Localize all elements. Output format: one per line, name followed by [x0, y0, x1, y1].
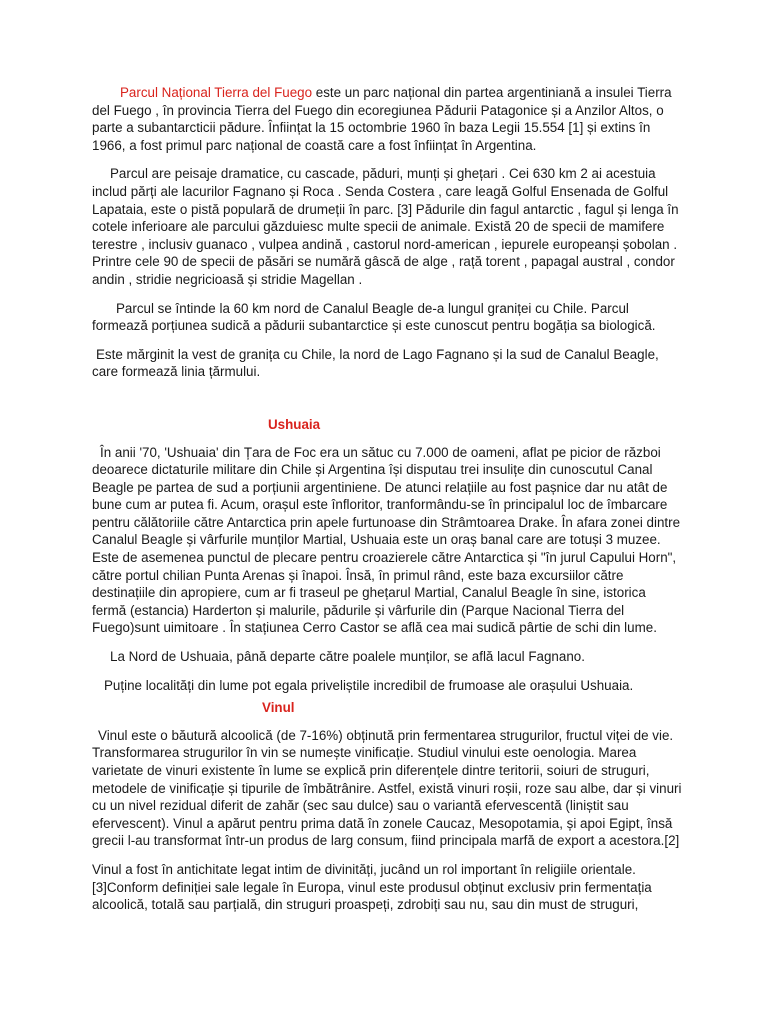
paragraph-park-location: Parcul se întinde la 60 km nord de Canalul Beagle de-a lungul graniței cu Chile. Parcul formează porțiunea sudică a pădurii subantarctice și este cunoscut pentru bogăția sa biologică.: [92, 300, 656, 334]
paragraph-ushuaia-north: La Nord de Ushuaia, până departe către poalele munților, se află lacul Fagnano.: [110, 649, 585, 665]
heading-vinul: Vinul: [262, 700, 295, 716]
heading-ushuaia: Ushuaia: [268, 416, 321, 432]
paragraph-park-intro: [92, 84, 682, 154]
paragraph-ushuaia-views: Puține localități din lume pot egala priveliștile incredibil de frumoase ale orașului Ushuaia.: [104, 677, 634, 693]
park-intro-text: este un parc național din partea argentiniană a insulei Tierra del Fuego , în provincia Tierra del Fuego din ecoregiunea Pădurii Patagonice și a Anzilor Altos, o parte a subantarcticii pădure. Înființat la 15 octombrie 1960 în baza Legii 15.554 [1] și extins în 1966, a fost primul parc național de coastă care a fost înființat în Argentina.: [92, 85, 672, 153]
paragraph-park-landscape: Parcul are peisaje dramatice, cu cascade, păduri, munți și ghețari . Cei 630 km 2 ai acestuia includ părți ale lacurilor Fagnano și Roca . Senda Costera , care leagă Golful Ensenada de Golful Lapataia, este o pistă populară de drumeții în parc. [3] Pădurile din fagul antarctic , fagul și lenga în cotele inferioare ale parcului găzduiesc multe specii de animale. Există 20 de specii de mamifere terestre , inclusiv guanaco , vulpea andină , castorul nord-american , iepurele europeanși șobolan . Printre cele 90 de specii de păsări se numără gâscă de alge , rață torent , papagal austral , condor andin , stridie negricioasă și stridie Magellan .: [92, 166, 679, 287]
paragraph-ushuaia-history: În anii '70, 'Ushuaia' din Țara de Foc era un sătuc cu 7.000 de oameni, aflat pe picior de război deoarece dictaturile militare din Chile și Argentina își disputau trei insulițe din cunoscutul Canal Beagle pe partea de sud a porțiunii argentiniene. De atunci relațiile au fost pașnice dar nu atât de bune cum ar putea fi. Acum, orașul este înfloritor, tranformându-se în principalul loc de îmbarcare pentru călătoriile către Antarctica prin apele furtunoase din Strâmtoarea Drake. În afara zonei dintre Canalul Beagle și vârfurile munților Martial, Ushuaia este un oraș banal care are totuși 3 muzee. Este de asemenea punctul de plecare pentru croazierele către Antarctica și "în jurul Capului Horn", către portul chilian Punta Arenas și înapoi. Însă, în primul rând, este baza excursiilor către destinațiile din apropiere, cum ar fi traseul pe ghețarul Martial, Canalul Beagle în sine, istorica fermă (estancia) Harderton și malurile, pădurile și vârfurile din (Parque Nacional Tierra del Fuego)sunt uimitoare . În stațiunea Cerro Castor se află cea mai sudică pârtie de schi din lume.: [92, 444, 681, 636]
park-title-highlight: Parcul Național Tierra del Fuego: [120, 85, 313, 100]
paragraph-wine-definition: Vinul este o băutură alcoolică (de 7-16%) obținută prin fermentarea strugurilor, fructul viței de vie. Transformarea strugurilor în vin se numește vinificație. Studiul vinului este oenologia. Marea varietate de vinuri existente în lume se explică prin diferențele dintre teritorii, soiuri de struguri, metodele de vinificație și tipurile de îmbătrânire. Astfel, există vinuri roșii, roze sau albe, dar și vinuri cu un nivel rezidual diferit de zahăr (sec sau dulce) sau o variantă efervescentă (liniștit sau efervescent). Vinul a apărut pentru prima dată în zonele Caucaz, Mesopotamia, și apoi Egipt, însă grecii l-au transformat într-un produs de larg consum, fiind principala marfă de export a acestora.[2]: [92, 727, 682, 849]
paragraph-wine-history: Vinul a fost în antichitate legat intim de divinități, jucând un rol important în religiile orientale. [3]Conform definiției sale legale în Europa, vinul este produsul obținut exclusiv prin fermentația alcoolică, totală sau parțială, din struguri proaspeți, zdrobiți sau nu, sau din must de struguri,: [92, 861, 652, 913]
paragraph-park-borders: Este mărginit la vest de granița cu Chile, la nord de Lago Fagnano și la sud de Canalul Beagle, care formează linia țărmului.: [92, 346, 659, 380]
